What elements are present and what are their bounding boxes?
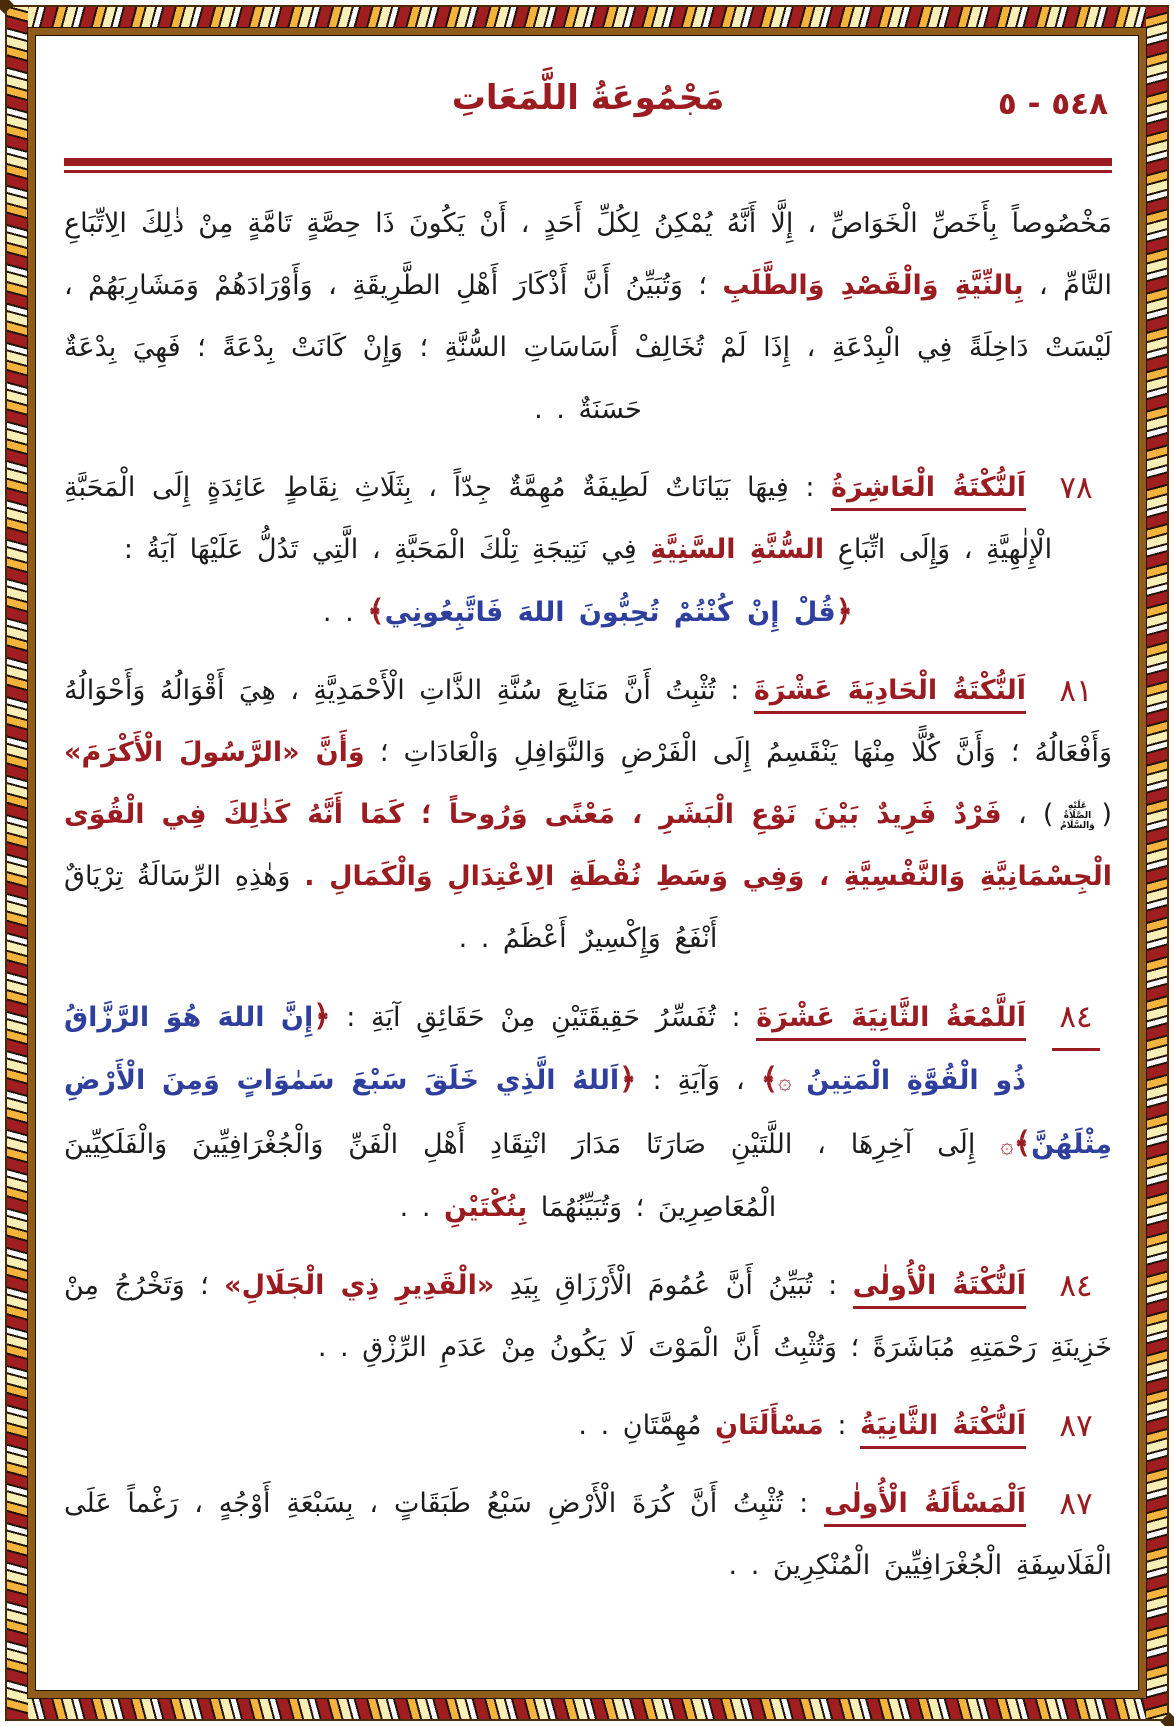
margin-number: ٨٤ bbox=[1059, 1268, 1093, 1304]
ayah-rosette-icon: ۞ bbox=[1000, 1133, 1014, 1159]
book-title: مَجْمُوعَةُ اللَّمَعَاتِ bbox=[451, 78, 725, 118]
quran-verse: اَللهُ الَّذِي خَلَقَ سَبْعَ سَمٰوَاتٍ وَمِنَ الْأَرْضِ مِثْلَهُنَّ bbox=[64, 1065, 1112, 1160]
text-run: مَخْصُوصاً بِأَخَصِّ الْخَوَاصِّ ، إِلَّا أَنَّهُ يُمْكِنُ لِكُلِّ أَحَدٍ ، أَنْ يَكُونَ ذَا حِصَّةٍ تَامَّةٍ مِنْ ذٰلِكَ الِاتِّبَاعِ التَّامِّ ، bbox=[64, 208, 1112, 301]
text-run: وَهٰذِهِ الرِّسَالَةُ تِرْيَاقٌ أَنْفَعُ وَإِكْسِيرٌ أَعْظَمُ . . bbox=[64, 861, 718, 954]
text-run: ، وَآيَةِ : bbox=[636, 1065, 761, 1096]
emphasized-text: مَسْأَلَتَانِ bbox=[715, 1410, 824, 1441]
ornate-verse-bracket-icon: ﴿ bbox=[835, 594, 854, 629]
ayah-rosette-icon: ۞ bbox=[778, 1069, 807, 1095]
paragraph bbox=[64, 660, 1112, 970]
emphasized-text: «الْقَدِيرِ ذِي الْجَلَالِ» bbox=[224, 1270, 495, 1301]
margin-number: ٨٤ bbox=[1052, 986, 1100, 1051]
margin-number: ٨٧ bbox=[1059, 1486, 1093, 1522]
text-run: : فِيهَا بَيَانَاتٌ لَطِيفَةٌ مُهِمَّةٌ جِدّاً ، بِثَلَاثِ نِقَاطٍ عَائِدَةٍ إِلَى الْمَحَبَّةِ الْإِلٰهِيَّةِ ، وَإِلَى اتِّبَاعِ bbox=[64, 472, 1053, 565]
section bbox=[64, 457, 1112, 644]
paragraph bbox=[64, 193, 1112, 441]
emphasized-text: بِنُكْتَيْنِ bbox=[444, 1192, 528, 1223]
text-run: ؛ وَتَخْرُجُ مِنْ خَزِينَةِ رَحْمَتِهِ مُبَاشَرَةً ؛ وَتُثْبِتُ أَنَّ الْمَوْتَ لَا يَكُونُ مِنْ عَدَمِ الرِّزْقِ . . bbox=[64, 1270, 1112, 1363]
page-header bbox=[64, 60, 1112, 146]
section-heading: اَلنُّكْتَةُ الْأُولٰى bbox=[853, 1270, 1026, 1309]
divider-thick-line bbox=[64, 158, 1112, 166]
text-run: إِلَى آخِرِهَا ، اللَّتَيْنِ صَارَتَا مَدَارَ انْتِقَادِ أَهْلِ الْفَنِّ وَالْجُغْرَافِيِّينَ وَالْفَلَكِيِّينَ الْمُعَاصِرِينَ ؛ وَتُبَيِّنُهُمَا bbox=[64, 1129, 1001, 1223]
section-heading: اَلنُّكْتَةُ الْعَاشِرَةُ bbox=[831, 472, 1026, 511]
sections bbox=[64, 173, 1112, 1597]
text-run: : تُبَيِّنُ أَنَّ عُمُومَ الْأَرْزَاقِ بِيَدِ bbox=[494, 1270, 853, 1301]
section bbox=[64, 193, 1112, 441]
text-run: ( bbox=[1101, 799, 1112, 830]
text-run: . . bbox=[399, 1192, 445, 1223]
margin-number: ٨١ bbox=[1059, 673, 1093, 709]
ornate-verse-bracket-icon: ﴾ bbox=[760, 1062, 779, 1097]
ornate-verse-bracket-icon: ﴾ bbox=[1013, 1126, 1032, 1161]
paragraph bbox=[64, 457, 1112, 581]
emphasized-text: فَرْدٌ فَرِيدٌ بَيْنَ نَوْعِ الْبَشَرِ ، مَعْنًى وَرُوحاً ؛ كَمَا أَنَّهُ كَذٰلِكَ فِي الْقُوَى الْجِسْمَانِيَّةِ وَالنَّفْسِيَّةِ ، وَفِي وَسَطِ نُقْطَةِ الِاعْتِدَالِ وَالْكَمَالِ . bbox=[64, 799, 1113, 892]
text-run: . . bbox=[322, 597, 368, 628]
text-run: : bbox=[823, 1410, 860, 1441]
text-run: : تُثْبِتُ أَنَّ مَنَابِعَ سُنَّةِ الذَّاتِ الْأَحْمَدِيَّةِ ، هِيَ أَقْوَالُهُ وَأَحْوَالُهُ وَأَفْعَالُهُ ؛ وَأَنَّ كُلًّا مِنْهَا يَنْقَسِمُ إِلَى الْفَرْضِ وَالنَّوَافِلِ وَالْعَادَاتِ ؛ bbox=[64, 675, 1112, 768]
text-run: ؛ وَتُبَيِّنُ أَنَّ أَذْكَارَ أَهْلِ الطَّرِيقَةِ ، وَأَوْرَادَهُمْ وَمَشَارِبَهُمْ ، لَيْسَتْ دَاخِلَةً فِي الْبِدْعَةِ ، إِذَا لَمْ تُخَالِفْ أَسَاسَاتِ السُّنَّةِ ؛ وَإِنْ كَانَتْ بِدْعَةً ؛ فَهِيَ بِدْعَةٌ حَسَنَةٌ . . bbox=[64, 270, 1112, 425]
page-content bbox=[36, 36, 1138, 1690]
ornate-verse-bracket-icon: ﴿ bbox=[313, 999, 331, 1034]
paragraph bbox=[64, 1255, 1112, 1379]
text-run: فِي نَتِيجَةِ تِلْكَ الْمَحَبَّةِ ، الَّتِي تَدُلُّ عَلَيْهَا آيَةُ : bbox=[123, 534, 651, 565]
paragraph bbox=[64, 1473, 1112, 1597]
text-run: : تُثْبِتُ أَنَّ كُرَةَ الْأَرْضِ سَبْعُ طَبَقَاتٍ ، بِسَبْعَةِ أَوْجُهٍ ، رَغْماً عَلَى الْفَلَاسِفَةِ الْجُغْرَافِيِّينَ الْمُنْكِرِينَ . . bbox=[64, 1488, 1112, 1581]
emphasized-text: بِالنِّيَّةِ وَالْقَصْدِ وَالطَّلَبِ bbox=[722, 270, 1024, 301]
section bbox=[64, 1255, 1112, 1379]
section bbox=[64, 986, 1112, 1239]
paragraph bbox=[64, 581, 1112, 644]
emphasized-text: وَأَنَّ «الرَّسُولَ الْأَكْرَمَ» bbox=[64, 737, 365, 768]
text-run: : تُفَسِّرُ حَقِيقَتَيْنِ مِنْ حَقَائِقِ آيَةِ : bbox=[330, 1002, 757, 1033]
margin-number: ٧٨ bbox=[1059, 470, 1093, 506]
section-heading: اَلنُّكْتَةُ الْحَادِيَةَ عَشْرَةَ bbox=[754, 675, 1026, 714]
section bbox=[64, 1473, 1112, 1597]
margin-number: ٨٧ bbox=[1059, 1408, 1093, 1444]
emphasized-text: السُّنَّةِ السَّنِيَّةِ bbox=[650, 534, 825, 565]
salawat-seal-icon: عَلَيْهِ الصَّلَاةُ وَالسَّلَامُ bbox=[1060, 800, 1095, 831]
section-heading: اَلْمَسْأَلَةُ الْأُولٰى bbox=[824, 1488, 1026, 1527]
section-heading: اَلنُّكْتَةُ الثَّانِيَةُ bbox=[860, 1410, 1026, 1449]
ornate-verse-bracket-icon: ﴾ bbox=[367, 594, 385, 629]
section bbox=[64, 660, 1112, 970]
header-divider bbox=[64, 158, 1112, 173]
quran-verse: إِنَّ اللهَ هُوَ الرَّزَّاقُ ذُو الْقُوَّةِ الْمَتِينُ bbox=[64, 1002, 1027, 1096]
ornate-verse-bracket-icon: ﴿ bbox=[619, 1062, 637, 1097]
page-number: ٥٤٨ - ٥ bbox=[997, 86, 1108, 122]
paragraph bbox=[64, 986, 1112, 1239]
text-run: ) ، bbox=[1001, 799, 1054, 830]
quran-verse: قُلْ إِنْ كُنْتُمْ تُحِبُّونَ اللهَ فَاتَّبِعُونِي bbox=[384, 597, 836, 628]
section-heading: اَللَّمْعَةُ الثَّانِيَةَ عَشْرَةَ bbox=[756, 1002, 1026, 1041]
text-run: مُهِمَّتَانِ . . bbox=[578, 1410, 716, 1441]
paragraph bbox=[64, 1395, 1112, 1457]
section bbox=[64, 1395, 1112, 1457]
